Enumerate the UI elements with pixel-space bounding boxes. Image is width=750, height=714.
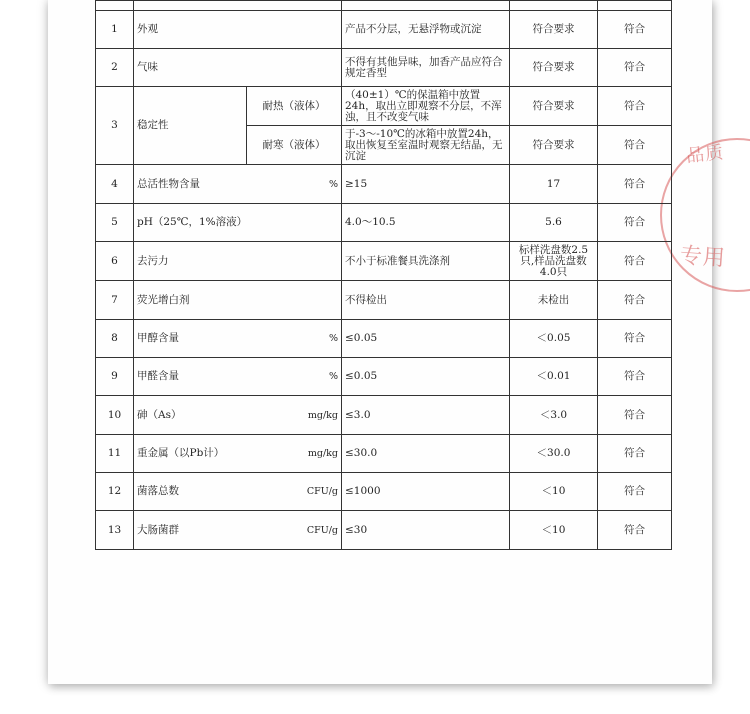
row-item	[134, 165, 342, 204]
row-item	[134, 435, 342, 473]
table-row	[96, 281, 672, 320]
row-conclusion: 符合	[598, 358, 672, 396]
row-result: 符合要求	[510, 11, 598, 49]
item-unit: mg/kg	[307, 448, 338, 459]
row-conclusion: 符合	[598, 396, 672, 435]
row-requirement: ≤0.05	[342, 320, 510, 358]
row-requirement: ≥15	[342, 165, 510, 204]
row-number: 9	[96, 358, 134, 396]
item-unit: %	[328, 333, 338, 344]
row-requirement: （40±1）℃的保温箱中放置24h，取出立即观察不分层，不浑浊，且不改变气味	[342, 87, 510, 126]
item-name: 荧光增白剂	[137, 293, 190, 306]
item-name: 总活性物含量	[137, 177, 200, 190]
row-requirement: ≤1000	[342, 473, 510, 511]
row-number: 8	[96, 320, 134, 358]
row-requirement: ≤30	[342, 511, 510, 550]
row-number: 10	[96, 396, 134, 435]
item-name: 砷（As）	[137, 408, 182, 421]
row-result: ＜10	[510, 511, 598, 550]
item-name: 去污力	[137, 254, 169, 267]
item-name: 外观	[137, 23, 158, 35]
sub-item-name: 耐热（液体）	[247, 87, 342, 126]
row-item	[134, 281, 342, 320]
row-requirement: ≤0.05	[342, 358, 510, 396]
row-item	[134, 396, 342, 435]
item-name: 气味	[137, 61, 158, 73]
row-conclusion: 符合	[598, 511, 672, 550]
row-number: 5	[96, 204, 134, 242]
row-number: 6	[96, 242, 134, 281]
row-number: 11	[96, 435, 134, 473]
row-number: 13	[96, 511, 134, 550]
item-unit: CFU/g	[306, 486, 338, 497]
test-results-table	[95, 0, 672, 550]
row-requirement: 产品不分层，无悬浮物或沉淀	[342, 11, 510, 49]
item-name: 甲醛含量	[137, 370, 179, 382]
table-row	[96, 473, 672, 511]
row-conclusion: 符合	[598, 281, 672, 320]
table-row	[96, 320, 672, 358]
row-number: 12	[96, 473, 134, 511]
table-row	[96, 511, 672, 550]
row-item	[134, 320, 342, 358]
item-name: 菌落总数	[137, 485, 179, 497]
item-name: 甲醇含量	[137, 332, 179, 344]
row-requirement: ≤30.0	[342, 435, 510, 473]
row-item	[134, 473, 342, 511]
table-row	[96, 396, 672, 435]
row-number: 7	[96, 281, 134, 320]
row-conclusion: 符合	[598, 473, 672, 511]
row-number: 1	[96, 11, 134, 49]
row-result: 符合要求	[510, 49, 598, 87]
row-number: 2	[96, 49, 134, 87]
row-result: ＜3.0	[510, 396, 598, 435]
table-row	[96, 358, 672, 396]
row-conclusion: 符合	[598, 11, 672, 49]
stamp-text-bottom: 专用	[679, 243, 727, 272]
row-item	[134, 242, 342, 281]
row-conclusion: 符合	[598, 320, 672, 358]
table-row	[96, 11, 672, 49]
row-result: 17	[510, 165, 598, 204]
table-row	[96, 435, 672, 473]
row-requirement: 不得检出	[342, 281, 510, 320]
row-result: 符合要求	[510, 87, 598, 126]
item-name: pH（25℃，1%溶液）	[137, 216, 248, 228]
row-requirement: 于-3～-10℃的冰箱中放置24h，取出恢复至室温时观察无结晶，无沉淀	[342, 126, 510, 165]
row-conclusion: 符合	[598, 242, 672, 281]
row-result: 符合要求	[510, 126, 598, 165]
item-unit: CFU/g	[306, 524, 338, 536]
row-item: 稳定性	[134, 87, 247, 165]
row-requirement: 不得有其他异味，加香产品应符合规定香型	[342, 49, 510, 87]
row-item	[134, 511, 342, 550]
table-row	[96, 49, 672, 87]
row-conclusion: 符合	[598, 49, 672, 87]
row-requirement: 不小于标准餐具洗涤剂	[342, 242, 510, 281]
item-unit: %	[328, 178, 338, 190]
row-requirement: ≤3.0	[342, 396, 510, 435]
item-unit: %	[328, 371, 338, 382]
table-row	[96, 165, 672, 204]
row-result: ＜10	[510, 473, 598, 511]
row-conclusion: 符合	[598, 165, 672, 204]
row-result: 标样洗盘数2.5只,样品洗盘数4.0只	[510, 242, 598, 281]
table-row-header-remnant	[96, 1, 672, 11]
row-conclusion: 符合	[598, 435, 672, 473]
row-item	[134, 204, 342, 242]
row-item	[134, 358, 342, 396]
table-row	[96, 242, 672, 281]
row-number: 3	[96, 87, 134, 165]
row-requirement: 4.0～10.5	[342, 204, 510, 242]
row-number: 4	[96, 165, 134, 204]
item-name: 重金属（以Pb计）	[137, 447, 225, 459]
row-item	[134, 49, 342, 87]
table-row	[96, 87, 672, 126]
row-conclusion: 符合	[598, 204, 672, 242]
sub-item-name: 耐寒（液体）	[247, 126, 342, 165]
row-result: 未检出	[510, 281, 598, 320]
row-result: ＜30.0	[510, 435, 598, 473]
row-result: ＜0.05	[510, 320, 598, 358]
row-result: 5.6	[510, 204, 598, 242]
row-result: ＜0.01	[510, 358, 598, 396]
item-name: 大肠菌群	[137, 523, 179, 536]
row-conclusion: 符合	[598, 87, 672, 126]
table-row	[96, 204, 672, 242]
item-unit: mg/kg	[307, 409, 338, 421]
stamp-text-top: 品质	[685, 142, 726, 167]
row-conclusion: 符合	[598, 126, 672, 165]
row-item	[134, 11, 342, 49]
